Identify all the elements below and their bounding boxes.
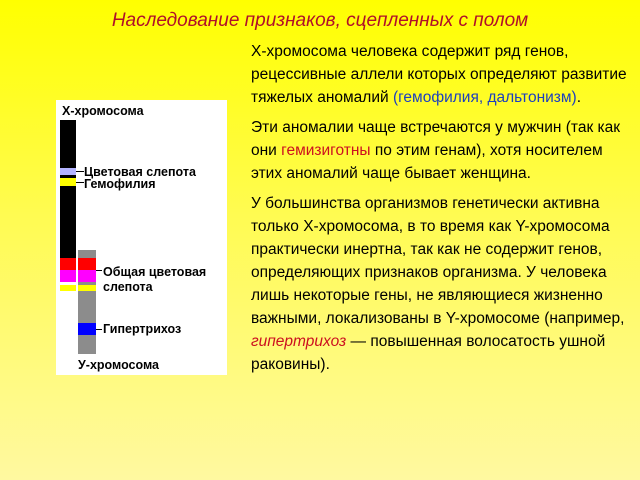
color-blindness-band — [60, 168, 76, 175]
p2-end: по этим генам), хотя носителем этих аномалий чаще бывает женщина. — [251, 142, 603, 182]
slide-title: Наследование признаков, сцепленных с полом — [111, 10, 529, 31]
magenta-band-x — [60, 270, 76, 282]
p1-end: . — [576, 89, 582, 106]
p2-text: Эти аномалии чаще встречаются у мужчин (так как они — [251, 119, 621, 159]
paragraph-3 — [251, 192, 631, 376]
common-cb-label-1: Общая цветовая — [103, 265, 207, 279]
color-blindness-leader — [76, 171, 84, 172]
red-band-y — [78, 258, 96, 270]
hypertrichosis-label: Гипертрихоз — [103, 322, 182, 336]
p3-highlight: гипертрихоз — [251, 333, 347, 350]
paragraph-1 — [251, 40, 631, 109]
paragraph-2 — [251, 116, 631, 185]
p1-text: Х-хромосома человека содержит ряд генов, рецессивные аллели которых определяют развитие тяжелых аномалий — [251, 43, 627, 106]
y-chromosome-label: У-хромосома — [78, 358, 160, 372]
yellow-band-x — [60, 285, 76, 291]
red-band-x — [60, 258, 76, 270]
chromosome-figure — [56, 100, 227, 375]
p3-end: — повышенная волосатость ушной раковины). — [251, 333, 606, 373]
body-text — [251, 40, 631, 383]
common-cb-leader — [96, 270, 102, 271]
hemophilia-label: Гемофилия — [84, 177, 156, 191]
magenta-band-y — [78, 270, 96, 282]
hypertrichosis-leader — [96, 329, 102, 330]
yellow-band-y — [78, 285, 96, 291]
p2-highlight: гемизиготны — [281, 142, 371, 159]
p3-text: У большинства организмов генетически активна только Х-хромосома, в то время как Y-хромосома практически инертна, так как не содержит генов, определяющих признаков организма. У человека лишь некоторые гены, не являющиеся жизненно важными, локализованы в Y-хромосоме (например, — [251, 195, 625, 327]
common-cb-label-2: слепота — [103, 280, 153, 294]
hemophilia-band — [60, 178, 76, 186]
hemophilia-leader — [76, 182, 84, 183]
x-chromosome-label: Х-хромосома — [62, 104, 144, 118]
color-blindness-label: Цветовая слепота — [84, 165, 196, 179]
p1-highlight: (гемофилия, дальтонизм) — [392, 89, 577, 106]
hypertrichosis-band — [78, 323, 96, 335]
